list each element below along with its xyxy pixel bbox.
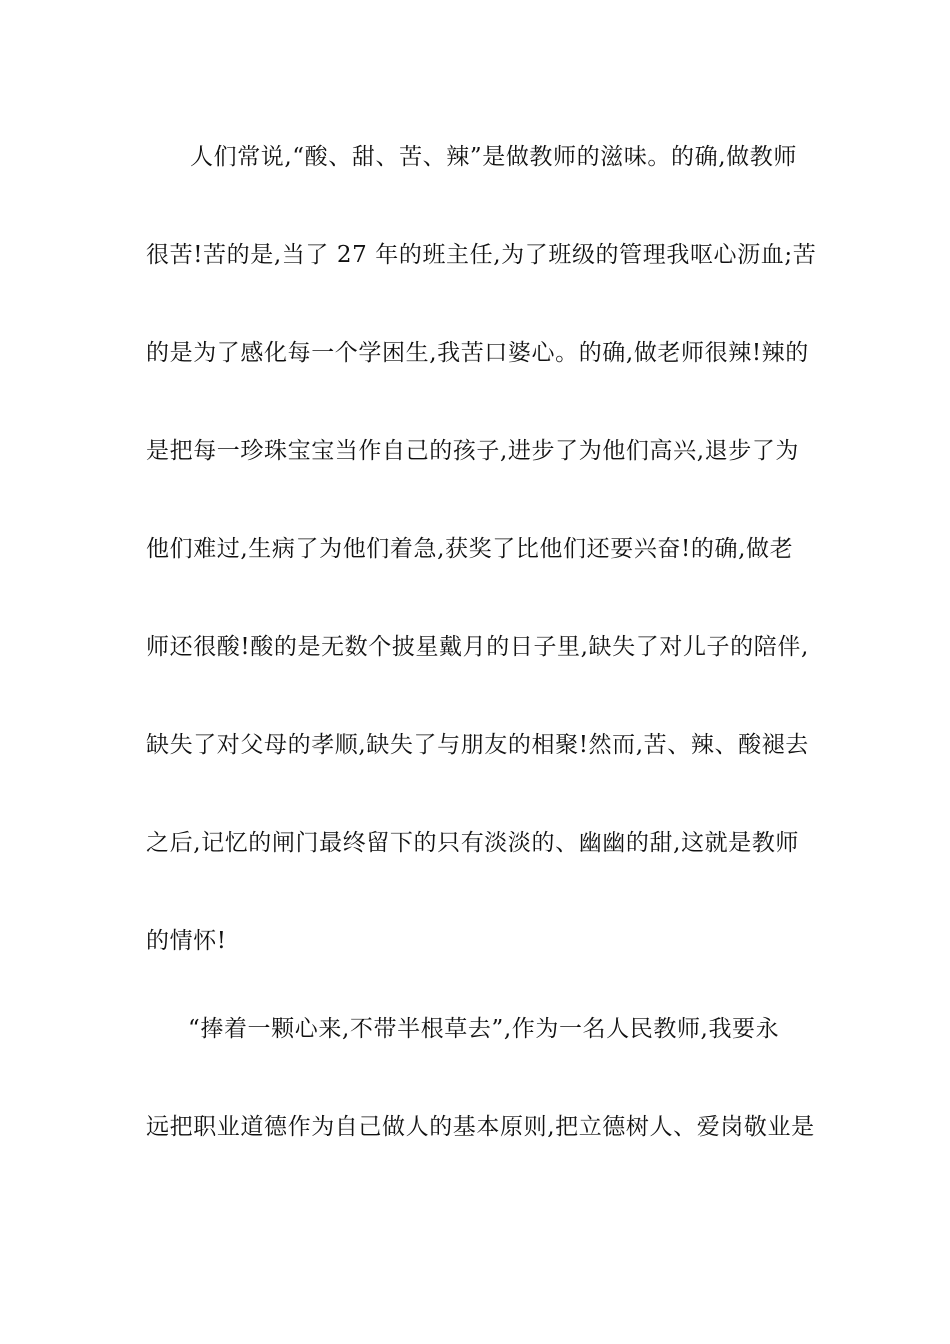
- paragraph-1-line-6: 师还很酸!酸的是无数个披星戴月的日子里,缺失了对儿子的陪伴,: [146, 634, 809, 660]
- paragraph-1-line-8: 之后,记忆的闸门最终留下的只有淡淡的、幽幽的甜,这就是教师: [146, 830, 800, 856]
- paragraph-1-line-7: 缺失了对父母的孝顺,缺失了与朋友的相聚!然而,苦、辣、酸褪去: [146, 732, 809, 758]
- paragraph-1-line-1: 人们常说,“酸、甜、苦、辣”是做教师的滋味。的确,做教师: [190, 144, 797, 170]
- paragraph-1-line-9: 的情怀!: [146, 928, 227, 954]
- paragraph-1-line-5: 他们难过,生病了为他们着急,获奖了比他们还要兴奋!的确,做老: [146, 536, 794, 562]
- paragraph-1-line-4: 是把每一珍珠宝宝当作自己的孩子,进步了为他们高兴,退步了为: [146, 438, 800, 464]
- paragraph-2-line-1: “捧着一颗心来,不带半根草去”,作为一名人民教师,我要永: [188, 1016, 780, 1042]
- paragraph-1-line-2: 很苦!苦的是,当了 27 年的班主任,为了班级的管理我呕心沥血;苦: [146, 242, 817, 268]
- paragraph-2-line-2: 远把职业道德作为自己做人的基本原则,把立德树人、爱岗敬业是: [146, 1114, 815, 1140]
- paragraph-1-line-3: 的是为了感化每一个学困生,我苦口婆心。的确,做老师很辣!辣的: [146, 340, 809, 366]
